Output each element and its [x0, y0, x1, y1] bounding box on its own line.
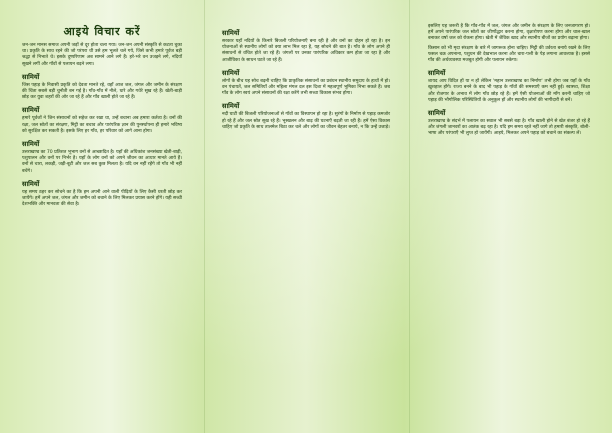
section-heading: सामियों: [428, 69, 446, 78]
fold-line-left: [204, 0, 205, 433]
paragraph: इसलिए यह जरूरी है कि गाँव-गाँव में जल, जंगल और जमीन के संरक्षण के लिए जनजागरण हो। हमें अपने पारंपरिक जल स्रोतों का जीर्णोद्धार करना होगा, वृक्षारोपण करना होगा और चाल-खाल बनाकर वर्षा जल को रोकना होगा। खेती में जैविक खाद और स्थानीय बीजों का प्रयोग बढ़ाना होगा।: [428, 24, 590, 42]
paragraph: किसान को भी मृदा संरक्षण के बारे में जागरूक होना चाहिए। मिट्टी की उर्वरता बनाये रखने के लिए फसल चक्र अपनाना, पशुधन की देखभाल करना और चारा-पत्ती के पेड़ लगाना आवश्यक है। इससे गाँव की अर्थव्यवस्था मजबूत होगी और पलायन रुकेगा।: [428, 45, 590, 64]
section-heading: सामियों: [22, 179, 40, 188]
column-left: [14, 18, 190, 414]
section-heading: सामियों: [222, 68, 240, 77]
paragraph: उत्तराखण्ड का 70 प्रतिशत भूभाग वनों से आच्छादित है। यहाँ की अधिकांश जनसंख्या खेती-बाड़ी, पशुपालन और वनों पर निर्भर है। यहाँ के लोग वनों को अपने जीवन का आधार मानते आये हैं। वनों से चारा, लकड़ी, जड़ी-बूटी और जल सब कुछ मिलता है। यदि वन नहीं रहेंगे तो गाँव भी नहीं बचेंगे।: [22, 150, 182, 174]
section-heading: सामियों: [428, 109, 446, 118]
column-middle: [214, 18, 398, 414]
paragraph: जिस पहाड़ के निवासी प्रकृति को देवता मानते रहे, वहाँ आज जल, जंगल और जमीन के संरक्षण की चिंता सबसे बड़ी चुनौती बन गई है। गाँव-गाँव में नौले, धारे और गधेरे सूख रहे हैं। खेती-बाड़ी छोड़ कर युवा शहरों की ओर जा रहे हैं और गाँव खाली होते जा रहे हैं।: [22, 82, 182, 101]
column-right: [420, 18, 598, 414]
page-title: आइये विचार करें: [63, 25, 141, 38]
section-heading: सामियों: [222, 29, 240, 37]
section-heading: सामियों: [22, 72, 40, 81]
paragraph: उत्तराखण्ड के संदर्भ में पलायन का सवाल भी सबसे बड़ा है। गाँव खाली होने से खेत बंजर हो रहे हैं और जंगली जानवरों का आतंक बढ़ रहा है। यदि हम समय रहते नहीं जागे तो हमारी संस्कृति, बोली-भाषा और परंपराएँ भी लुप्त हो जायेंगी। आइये, मिलकर अपने पहाड़ को बचाने का संकल्प लें।: [428, 119, 590, 137]
section-heading: सामियों: [22, 140, 40, 149]
section-heading: सामियों: [222, 102, 240, 111]
paragraph: नदी घाटी की बिजली परियोजनाओं से गाँवों का विस्थापन हो रहा है। सुरंगों के निर्माण से पहाड़ कमजोर हो रहे हैं और जल स्रोत सूख रहे हैं। भूस्खलन और बाढ़ की घटनाएँ बढ़ती जा रही हैं। हमें ऐसा विकास चाहिए जो प्रकृति के साथ तालमेल बिठा कर चले और लोगों का जीवन बेहतर बनाये, न कि उन्हें उजाड़े।: [222, 112, 390, 130]
fold-line-right: [409, 0, 410, 433]
paragraph: जन-जन मानस समाज अपनी जड़ों से दूर होता चला गया। जन-जन अपनी संस्कृति से कटता चुका था। प्रकृति के साथ रहने की जो परंपरा थी उसे हम भूलते चले गये, जिसे कभी हमारे पूर्वज बड़ी श्रद्धा से निभाते थे। इसके दुष्परिणाम अब सामने आने लगे हैं। हरे-भरे वन उजड़ने लगे, नदियाँ सूखने लगीं और गाँवों से पलायन बढ़ने लगा।: [22, 43, 182, 67]
section-heading: सामियों: [22, 106, 40, 115]
paragraph: हमारे पूर्वजों ने जिन संसाधनों को सहेज कर रखा था, उन्हें बचाना अब हमारा कर्तव्य है। वनों की रक्षा, जल स्रोतों का संरक्षण, मिट्टी का बचाव और पारंपरिक ज्ञान की पुनर्स्थापना ही हमारे भविष्य को सुरक्षित कर सकती है। इसके लिए हर गाँव, हर परिवार को आगे आना होगा।: [22, 116, 182, 134]
paragraph: सरकार यहाँ नदियों के किनारे बिजली परियोजनाएँ बना रही है और वनों का दोहन हो रहा है। इन योजनाओं से स्थानीय लोगों को क्या लाभ मिल रहा है, यह सोचने की बात है। गाँव के लोग अपने ही संसाधनों से वंचित होते जा रहे हैं। जंगलों पर उनका पारंपरिक अधिकार कम होता जा रहा है और आजीविका के साधन घटते जा रहे हैं।: [222, 39, 390, 63]
paragraph: यह समय ठहर कर सोचने का है कि हम अपनी आने वाली पीढ़ियों के लिए कैसी धरती छोड़ कर जायेंगे। हमें अपने जल, जंगल और जमीन को बचाने के लिए मिलकर प्रयास करने होंगे। यही सच्ची देशभक्ति और मानवता की सेवा है।: [22, 189, 182, 208]
paragraph: लोगों के बीच यह सोच बढ़नी चाहिए कि प्राकृतिक संसाधनों का प्रबंधन स्थानीय समुदाय के हाथों में हो। वन पंचायतें, जल समितियाँ और महिला मंगल दल इस दिशा में महत्वपूर्ण भूमिका निभा सकते हैं। जब गाँव के लोग स्वयं अपने संसाधनों की रक्षा करेंगे तभी सच्चा विकास संभव होगा।: [222, 78, 390, 97]
paragraph: शायद आप विदित हों या न हों लेकिन 'महान उत्तराखण्ड का निर्माण' तभी होगा जब यहाँ के गाँव खुशहाल होंगे। राज्य बनने के बाद भी पहाड़ के गाँवों की समस्याएँ कम नहीं हुईं। स्वास्थ्य, शिक्षा और रोजगार के अभाव में लोग गाँव छोड़ रहे हैं। हमें ऐसी योजनाओं की माँग करनी चाहिए जो पहाड़ की भौगोलिक परिस्थितियों के अनुकूल हों और स्थानीय लोगों की भागीदारी से बनें।: [428, 79, 590, 103]
